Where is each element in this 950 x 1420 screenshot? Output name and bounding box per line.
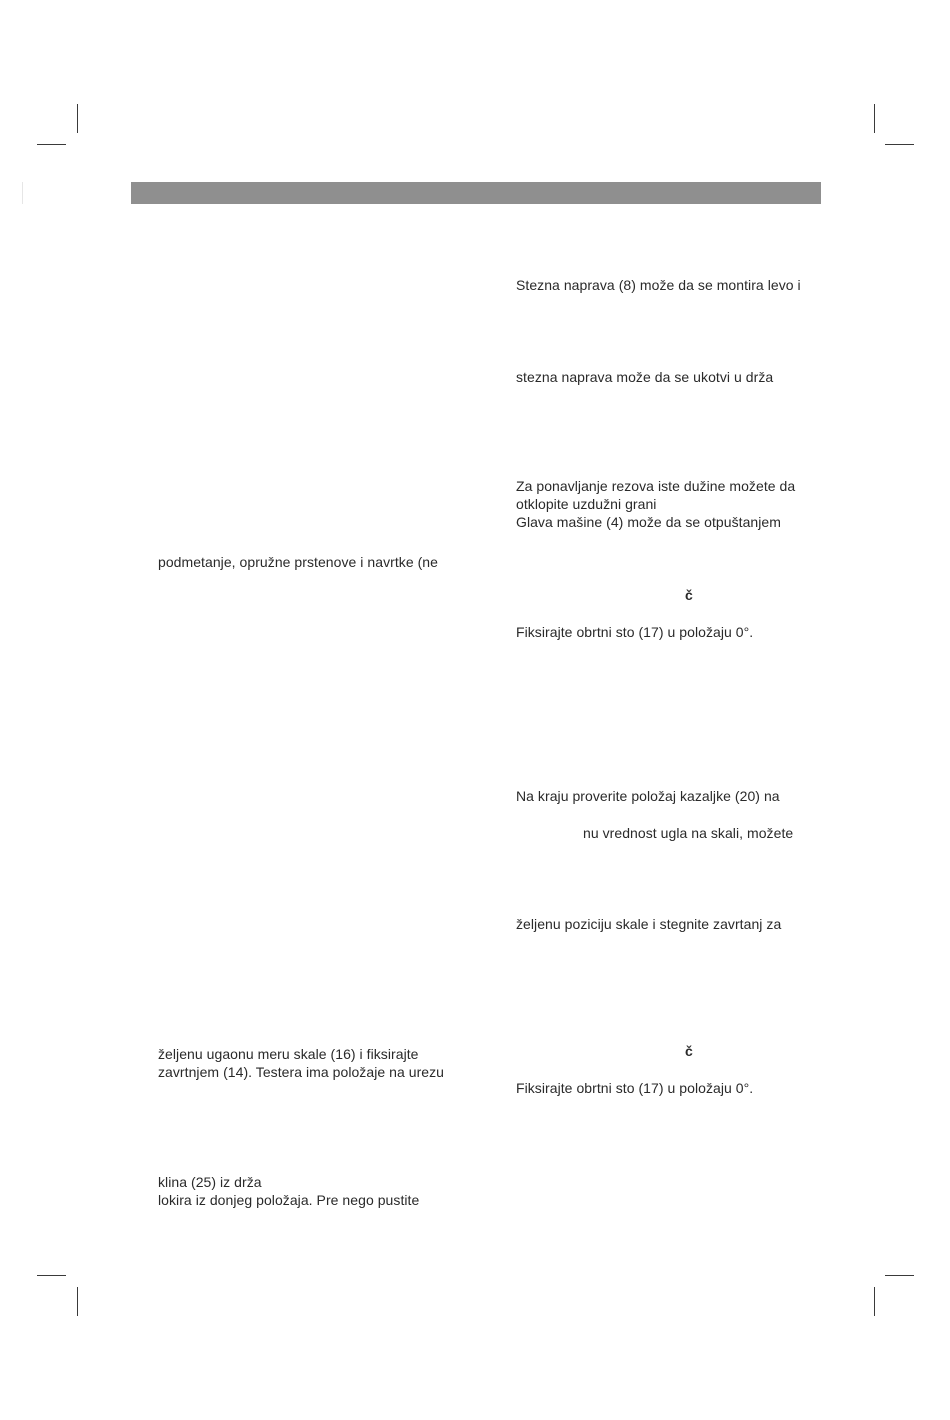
- crop-mark-top-right-horizontal: [885, 144, 914, 145]
- left-text-line-1: podmetanje, opružne prstenove i navrtke (ne: [158, 554, 438, 570]
- left-text-line-4: klina (25) iz drža: [158, 1174, 262, 1190]
- left-text-line-5: lokira iz donjeg položaja. Pre nego pustite: [158, 1192, 420, 1208]
- right-glyph-2: č: [685, 1043, 693, 1059]
- right-text-line-5: Glava mašine (4) može da se otpuštanjem: [516, 514, 781, 530]
- right-text-line-8: nu vrednost ugla na skali, možete: [583, 825, 794, 841]
- right-text-line-7: Na kraju proverite položaj kazaljke (20) na: [516, 788, 780, 804]
- crop-mark-bottom-left-vertical: [77, 1287, 78, 1316]
- crop-mark-bottom-right-horizontal: [885, 1275, 914, 1276]
- right-text-line-9: željenu poziciju skale i stegnite zavrtanj za: [516, 916, 782, 932]
- margin-mark: [22, 182, 23, 204]
- crop-mark-top-left-vertical: [77, 104, 78, 133]
- crop-mark-top-left-horizontal: [37, 144, 66, 145]
- right-text-line-2: stezna naprava može da se ukotvi u drža: [516, 369, 774, 385]
- header-bar: [131, 182, 821, 204]
- right-text-line-3: Za ponavljanje rezova iste dužine možete da: [516, 478, 796, 494]
- right-text-line-4: otklopite uzdužni grani: [516, 496, 657, 512]
- right-text-line-10: Fiksirajte obrtni sto (17) u položaju 0°.: [516, 1080, 754, 1096]
- right-text-line-1: Stezna naprava (8) može da se montira levo i: [516, 277, 801, 293]
- right-text-line-6: Fiksirajte obrtni sto (17) u položaju 0°.: [516, 624, 754, 640]
- crop-mark-bottom-right-vertical: [874, 1287, 875, 1316]
- left-text-line-3: zavrtnjem (14). Testera ima položaje na urezu: [158, 1064, 445, 1080]
- crop-mark-bottom-left-horizontal: [37, 1275, 66, 1276]
- right-glyph-1: č: [685, 587, 693, 603]
- left-text-line-2: željenu ugaonu meru skale (16) i fiksirajte: [158, 1046, 419, 1062]
- crop-mark-top-right-vertical: [874, 104, 875, 133]
